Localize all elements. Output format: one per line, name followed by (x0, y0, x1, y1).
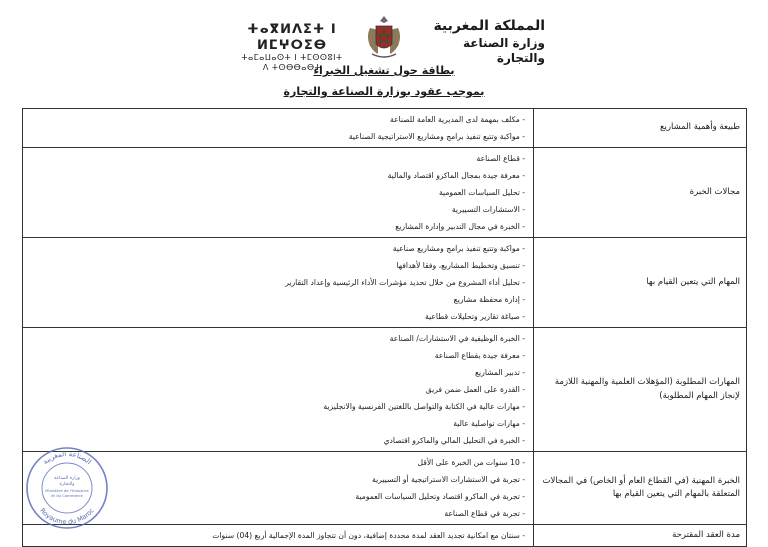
row-items (23, 328, 534, 452)
table-row (23, 328, 747, 452)
document-titles (0, 62, 768, 106)
tifinagh-kingdom: ⵜⴰⴳⵍⴷⵉⵜ ⵏ ⵍⵎⵖⵔⵉⴱ (247, 22, 337, 53)
arabic-heading (420, 18, 545, 66)
row-label: المهارات المطلوبة (المؤهلات العلمية والمهنية اللازمة لإنجاز المهام المطلوبة) (534, 328, 747, 452)
coat-of-arms-icon (362, 14, 406, 60)
list-item: - تجربة في الاستشارات الاستراتيجية أو التسييرية (27, 471, 525, 488)
table-row (23, 148, 747, 238)
list-item: - تدبير المشاريع (27, 364, 525, 381)
list-item: - سنتان مع امكانية تجديد العقد لمدة محددة إضافية، دون أن تتجاوز المدة الإجمالية أربع (04) سنوات (27, 527, 525, 544)
list-item: - تجربة في الماكرو اقتصاد وتحليل السياسات العمومية (27, 488, 525, 505)
expert-requirements-table (22, 108, 747, 547)
list-item: - الاستشارات التسييرية (27, 201, 525, 218)
seal-inner-line3: Ministère de l'Industrie (45, 488, 89, 493)
row-label: طبيعة وأهمية المشاريع (534, 109, 747, 148)
seal-top-text: الصناعة المغربية (41, 449, 93, 467)
seal-inner-line2: والتجارة (59, 482, 75, 487)
list-item: - القدرة على العمل ضمن فريق (27, 381, 525, 398)
list-item: - مكلف بمهمة لدى المديرية العامة للصناعة (27, 111, 525, 128)
list-item: - 10 سنوات من الخبرة على الأقل (27, 454, 525, 471)
table-row (23, 238, 747, 328)
list-item: - معرفة جيدة بقطاع الصناعة (27, 347, 525, 364)
list-item: - تحليل السياسات العمومية (27, 184, 525, 201)
list-item: - معرفة جيدة بمجال الماكرو اقتصاد والمالية (27, 167, 525, 184)
document-subtitle: بموجب عقود بوزارة الصناعة والتجارة (283, 85, 485, 98)
seal-inner-line4: et du Commerce (51, 493, 83, 498)
list-item: - الخبرة الوظيفية في الاستشارات/ الصناعة (27, 330, 525, 347)
row-label: مدة العقد المقترحة (534, 525, 747, 547)
seal-bottom-text: Royaume du Maroc (38, 506, 96, 527)
table-row (23, 452, 747, 525)
arabic-ministry: وزارة الصناعة والتجارة (463, 35, 545, 65)
list-item: - الخبرة في مجال التدبير وإدارة المشاريع (27, 218, 525, 235)
list-item: - إدارة محفظة مشاريع (27, 291, 525, 308)
list-item: - مهارات تواصلية عالية (27, 415, 525, 432)
document-title: بطاقة حول تشغيل الخبراء (313, 64, 455, 77)
list-item: - مواكبة وتتبع تنفيذ برامج ومشاريع الاستراتيجية الصناعية (27, 128, 525, 145)
list-item: - قطاع الصناعة (27, 150, 525, 167)
row-label: مجالات الخبرة (534, 148, 747, 238)
list-item: - مواكبة وتتبع تنفيذ برامج ومشاريع صناعية (27, 240, 525, 257)
tifinagh-ministry: ⵜⴰⵎⴰⵡⴰⵙⵜ ⵏ ⵜⵎⵙⵙⵓⵏⵜ ⴷ ⵜⵙⴱⴱⴰⴱⵜ (241, 53, 343, 72)
list-item: - تجربة في قطاع الصناعة (27, 505, 525, 522)
list-item: - مهارات عالية في الكتابة والتواصل باللغتين الفرنسية والانجليزية (27, 398, 525, 415)
list-item: - صياغة تقارير وتحليلات قطاعية (27, 308, 525, 325)
ministry-stamp (25, 446, 109, 530)
list-item: - الخبرة في التحليل المالي والماكرو اقتصادي (27, 432, 525, 449)
seal-inner-line1: وزارة الصناعة (54, 476, 80, 481)
row-label: المهام التي يتعين القيام بها (534, 238, 747, 328)
arabic-kingdom: المملكة المغربية (433, 18, 545, 34)
row-items (23, 109, 534, 148)
table-row (23, 525, 747, 547)
list-item: - تنسيق وتخطيط المشاريع، وفقا لأهدافها (27, 257, 525, 274)
row-items (23, 238, 534, 328)
list-item: - تحليل أداء المشروع من خلال تحديد مؤشرات الأداء الرئيسية وإعداد التقارير (27, 274, 525, 291)
row-items (23, 148, 534, 238)
row-label: الخبرة المهنية (في القطاع العام أو الخاص) في المجالات المتعلقة بالمهام التي يتعين القيام بها (534, 452, 747, 525)
table-row (23, 109, 747, 148)
